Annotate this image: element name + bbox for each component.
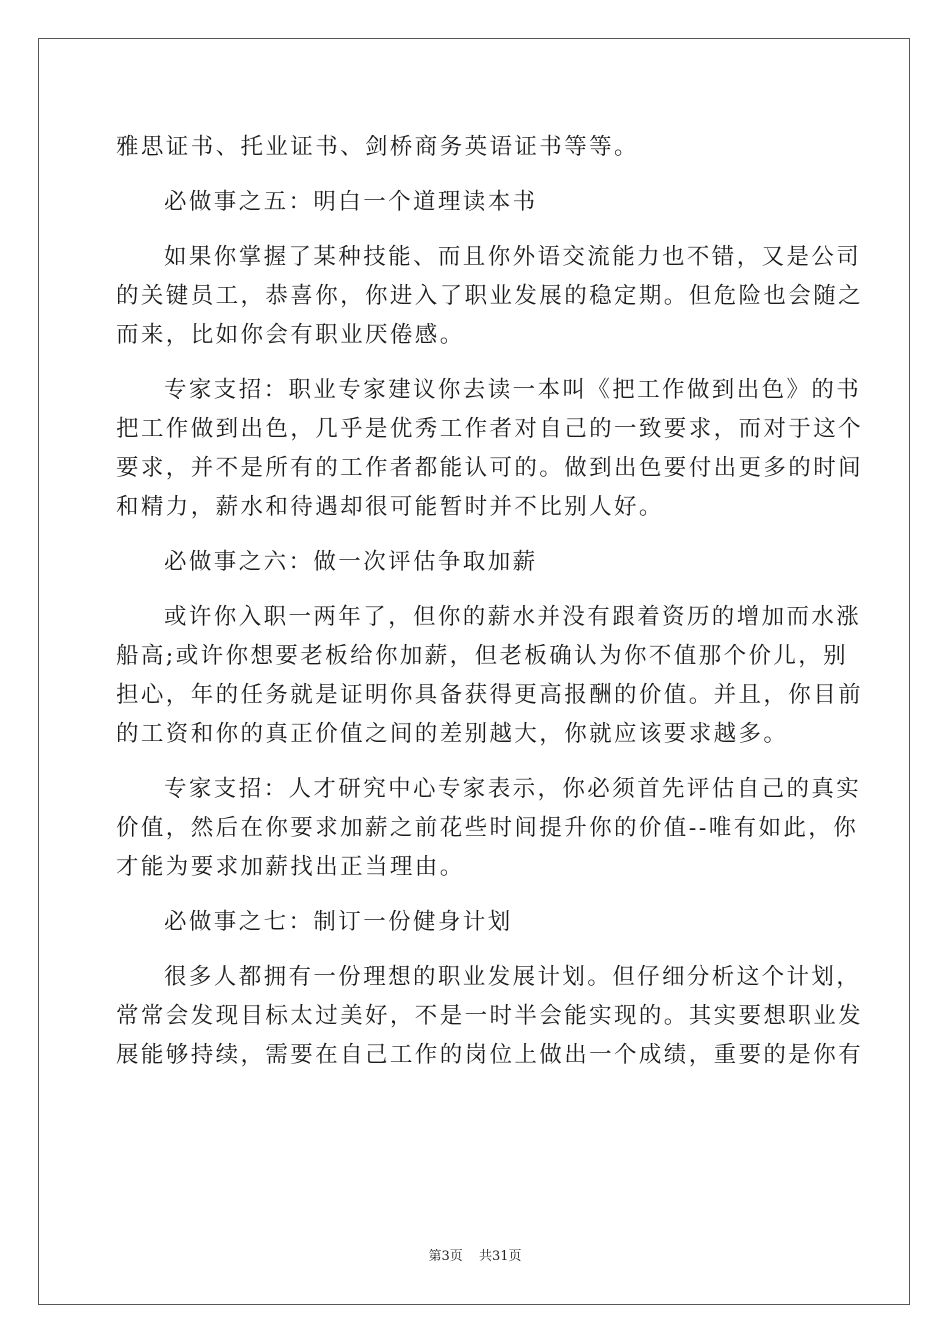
text-line: 的工资和你的真正价值之间的差别越大，你就应该要求越多。	[116, 721, 789, 747]
text-line: 把工作做到出色，几乎是优秀工作者对自己的一致要求，而对于这个	[116, 416, 864, 442]
text-line: 或许你入职一两年了，但你的薪水并没有跟着资历的增加而水涨	[164, 604, 862, 630]
text-line: 船高;或许你想要老板给你加薪，但老板确认为你不值那个价儿，别	[116, 643, 849, 669]
text-line: 专家支招：职业专家建议你去读一本叫《把工作做到出色》的书	[164, 377, 862, 403]
page-total: 共31页	[478, 1249, 522, 1264]
text-line: 很多人都拥有一份理想的职业发展计划。但仔细分析这个计划，	[164, 964, 862, 990]
paragraph	[116, 238, 864, 355]
text-line: 要求，并不是所有的工作者都能认可的。做到出色要付出更多的时间	[116, 455, 864, 481]
text-line: 价值，然后在你要求加薪之前花些时间提升你的价值--唯有如此，你	[116, 815, 859, 841]
paragraph	[116, 128, 836, 167]
section-heading	[116, 183, 836, 222]
text-line: 而来，比如你会有职业厌倦感。	[116, 322, 465, 348]
text-line: 必做事之七：制订一份健身计划	[164, 909, 513, 935]
paragraph	[116, 598, 864, 754]
section-heading	[116, 903, 836, 942]
text-line: 如果你掌握了某种技能、而且你外语交流能力也不错，又是公司	[164, 244, 862, 270]
document-body	[116, 128, 864, 1075]
text-line: 常常会发现目标太过美好，不是一时半会能实现的。其实要想职业发	[116, 1003, 864, 1029]
paragraph	[116, 371, 864, 527]
text-line: 雅思证书、托业证书、剑桥商务英语证书等等。	[116, 134, 639, 160]
text-line: 专家支招：人才研究中心专家表示，你必须首先评估自己的真实	[164, 776, 862, 802]
text-line: 必做事之六：做一次评估争取加薪	[164, 549, 538, 575]
text-line: 才能为要求加薪找出正当理由。	[116, 854, 465, 880]
paragraph	[116, 770, 862, 887]
page-footer	[0, 1245, 950, 1264]
text-line: 和精力，薪水和待遇却很可能暂时并不比别人好。	[116, 494, 664, 520]
page-number: 第3页	[428, 1249, 463, 1264]
paragraph	[116, 958, 864, 1075]
text-line: 展能够持续，需要在自己工作的岗位上做出一个成绩，重要的是你有	[116, 1042, 864, 1068]
section-heading	[116, 543, 836, 582]
text-line: 必做事之五：明白一个道理读本书	[164, 189, 538, 215]
text-line: 的关键员工，恭喜你，你进入了职业发展的稳定期。但危险也会随之	[116, 283, 864, 309]
text-line: 担心，年的任务就是证明你具备获得更高报酬的价值。并且，你目前	[116, 682, 864, 708]
